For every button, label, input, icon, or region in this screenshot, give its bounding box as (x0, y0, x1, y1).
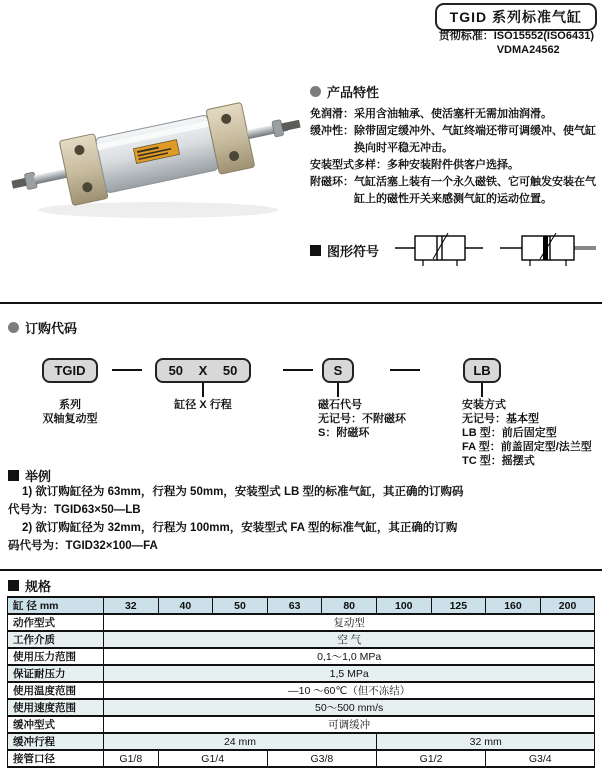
order-dash (390, 369, 420, 371)
row-label: 缸 径 mm (8, 597, 104, 614)
symbols-heading: 图形符号 (327, 244, 380, 259)
bore-value: 80 (322, 597, 377, 614)
order-label-line: 缸径 X 行程 (174, 399, 232, 411)
row-label: 保证耐压力 (8, 665, 104, 682)
table-row-cushion-stroke (8, 733, 595, 750)
bore-value: 63 (267, 597, 322, 614)
features-heading: 产品特性 (327, 85, 380, 100)
row-label: 缓冲型式 (8, 716, 104, 733)
cushion-value: 24 mm (104, 733, 377, 750)
example-line: 1) 欲订购缸径为 63mm，行程为 50mm，安装型式 LB 型的标准气缸，其正确的订购码 (22, 486, 464, 498)
features-heading-row (310, 82, 602, 101)
symbols-heading-row (310, 241, 379, 260)
feature-line: 换向时平稳无冲击。 (354, 142, 453, 154)
examples-lines (8, 483, 598, 555)
standards-note (439, 29, 594, 57)
bullet-square-icon (8, 580, 19, 591)
row-value: 可调缓冲 (104, 716, 595, 733)
rod-nut-right (272, 120, 284, 138)
table-row-pressure-range (8, 648, 595, 665)
order-connector-line (481, 383, 483, 397)
feature-line: 免润滑：采用含油轴承、使活塞杆无需加油润滑。 (310, 108, 552, 120)
row-label: 接管口径 (8, 750, 104, 767)
table-row-temperature (8, 682, 595, 699)
product-photo (8, 72, 306, 232)
page-title: TGID 系列标准气缸 (435, 3, 597, 31)
order-label-line: 无记号：基本型 (462, 413, 539, 425)
table-row-proof-pressure (8, 665, 595, 682)
cushion-value: 32 mm (376, 733, 594, 750)
examples-heading: 举例 (25, 469, 52, 484)
row-value: —10 ～60℃（但不冻结） (104, 682, 595, 699)
row-label: 使用压力范围 (8, 648, 104, 665)
section-divider (0, 569, 602, 571)
row-label: 工作介质 (8, 631, 104, 648)
row-value: 1,5 MPa (104, 665, 595, 682)
row-label: 缓冲行程 (8, 733, 104, 750)
order-connector-line (337, 383, 339, 397)
order-box-series: TGID (42, 358, 98, 383)
bore-value: 100 (376, 597, 431, 614)
example-line: 2) 欲订购缸径为 32mm，行程为 100mm，安装型式 FA 型的标准气缸，其正确的订购 (22, 522, 458, 534)
order-label-line: 系列 (59, 399, 81, 411)
feature-line: 附磁环：气缸活塞上装有一个永久磁铁、它可触发安装在气 (310, 176, 596, 188)
bullet-square-icon (310, 245, 321, 256)
order-box-bore-stroke: 50 X 50 (155, 358, 251, 383)
order-label-series (30, 398, 110, 426)
bore-value: 160 (486, 597, 541, 614)
feature-line: 缓冲性：除带固定缓冲外、气缸终端还带可调缓冲、使气缸 (310, 125, 596, 137)
port-value: G1/8 (104, 750, 159, 767)
bullet-square-icon (8, 470, 19, 481)
standard-line-2: VDMA24562 (496, 44, 560, 56)
order-label-line: FA 型：前盖固定型/法兰型 (462, 441, 592, 453)
example-line: 代号为：TGID63×50—LB (8, 504, 141, 516)
bore-value: 125 (431, 597, 486, 614)
ordering-heading: 订购代码 (25, 321, 78, 336)
order-label-magnet (318, 398, 406, 440)
order-label-line: LB 型：前后固定型 (462, 427, 557, 439)
row-label: 动作型式 (8, 614, 104, 631)
bore-value: 50 (213, 597, 268, 614)
section-divider (0, 302, 602, 304)
bore-value: 40 (158, 597, 213, 614)
row-value: 50～500 mm/s (104, 699, 595, 716)
pneumatic-symbol-magnetic (498, 229, 598, 269)
spec-heading: 规格 (25, 579, 52, 594)
port-value: G1/2 (376, 750, 485, 767)
row-label: 使用速度范围 (8, 699, 104, 716)
table-row-bore (8, 597, 595, 614)
order-label-line: 磁石代号 (318, 399, 362, 411)
row-value: 空 气 (104, 631, 595, 648)
port-value: G3/8 (267, 750, 376, 767)
order-dash (112, 369, 142, 371)
order-label-bore-stroke (155, 398, 251, 412)
features-section (310, 82, 602, 208)
spec-heading-row (8, 576, 51, 595)
port-value: G1/4 (158, 750, 267, 767)
spec-table (7, 596, 595, 768)
table-row-action (8, 614, 595, 631)
order-label-line: TC 型：摇摆式 (462, 455, 535, 467)
bullet-circle-icon (8, 322, 19, 333)
bullet-circle-icon (310, 86, 321, 97)
example-line: 码代号为：TGID32×100—FA (8, 540, 158, 552)
order-label-line: 安装方式 (462, 399, 506, 411)
feature-line: 安装型式多样：多种安装附件供客户选择。 (310, 159, 519, 171)
order-label-line: S：附磁环 (318, 427, 370, 439)
pneumatic-symbol-standard (393, 229, 485, 269)
table-row-cushion-type (8, 716, 595, 733)
order-box-mounting: LB (463, 358, 501, 383)
table-row-medium (8, 631, 595, 648)
bore-value: 200 (540, 597, 595, 614)
port-value: G3/4 (486, 750, 595, 767)
row-label: 使用温度范围 (8, 682, 104, 699)
order-label-mounting (462, 398, 592, 468)
ordering-heading-row (8, 318, 77, 337)
feature-line: 缸上的磁性开关来感测气缸的运动位置。 (354, 193, 552, 205)
rod-thread-right (281, 120, 300, 132)
order-label-line: 无记号：不附磁环 (318, 413, 406, 425)
order-connector-line (202, 383, 204, 397)
features-lines (310, 106, 602, 208)
order-label-line: 双轴复动型 (42, 413, 98, 425)
order-box-magnet: S (322, 358, 354, 383)
standard-line-1: 贯彻标准：ISO15552(ISO6431) (438, 30, 594, 42)
table-row-port-size (8, 750, 595, 767)
table-row-speed (8, 699, 595, 716)
order-dash (283, 369, 313, 371)
row-value: 0,1～1,0 MPa (104, 648, 595, 665)
row-value: 复动型 (104, 614, 595, 631)
bore-value: 32 (104, 597, 159, 614)
